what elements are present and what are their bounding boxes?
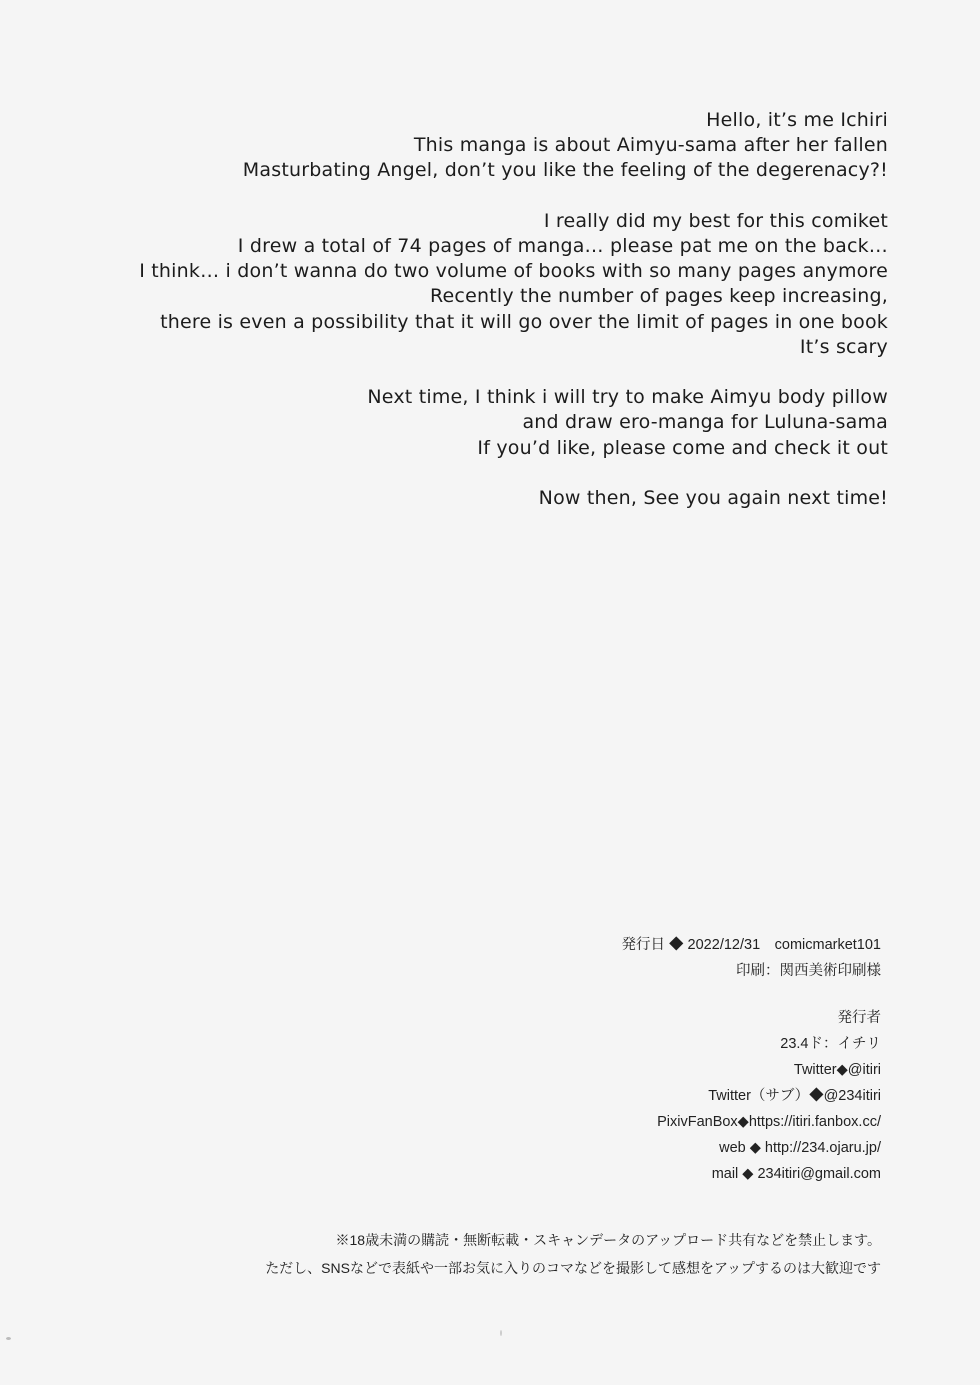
afterword-line: Now then, See you again next time! bbox=[538, 487, 888, 509]
afterword-line: and draw ero-manga for Luluna-sama bbox=[522, 411, 888, 434]
twitter-sub-handle: Twitter（サブ）◆@234itiri bbox=[708, 1088, 881, 1104]
notice-line: ※18歳未満の購読・無断転載・スキャンデータのアップロード共有などを禁止します。 bbox=[335, 1232, 881, 1248]
afterword-line: This manga is about Aimyu-sama after her fallen bbox=[413, 134, 888, 157]
afterword-line: If you’d like, please come and check it out bbox=[477, 436, 888, 459]
publisher-label: 発行者 bbox=[837, 1010, 881, 1026]
circle-name: 23.4ド：イチリ bbox=[780, 1036, 881, 1052]
mail-address: mail ◆ 234itiri@gmail.com bbox=[711, 1166, 881, 1182]
release-date: 発行日 ◆ 2022/12/31 comicmarket101 bbox=[621, 937, 881, 953]
colophon bbox=[381, 932, 881, 1187]
afterword-line: I drew a total of 74 pages of manga… please pat me on the back… bbox=[237, 235, 888, 257]
paragraph-gap bbox=[48, 184, 888, 209]
afterword-line: I really did my best for this comiket bbox=[543, 209, 888, 232]
twitter-handle: Twitter◆@itiri bbox=[793, 1062, 881, 1078]
paragraph-gap bbox=[48, 461, 888, 486]
afterword-line: I think… i don’t wanna do two volume of books with so many pages anymore bbox=[139, 260, 888, 283]
paragraph-gap bbox=[48, 360, 888, 385]
copyright-notice bbox=[121, 1226, 881, 1282]
notice-line: ただし、SNSなどで表紙や一部お気に入りのコマなどを撮影して感想をアップするのは大歓迎です bbox=[265, 1260, 881, 1276]
afterword-line: Recently the number of pages keep increasing, bbox=[429, 285, 888, 308]
afterword-line: there is even a possibility that it will go over the limit of pages in one book bbox=[160, 310, 888, 333]
afterword-line: Masturbating Angel, don’t you like the feeling of the degerenacy?! bbox=[242, 159, 888, 182]
paper-speck bbox=[6, 1337, 11, 1340]
paper-speck bbox=[500, 1330, 502, 1336]
afterword-text bbox=[48, 108, 888, 511]
printer-credit: 印刷：関西美術印刷様 bbox=[736, 963, 881, 979]
colophon-spacer bbox=[381, 984, 881, 1005]
afterword-line: Hello, it’s me Ichiri bbox=[706, 109, 888, 131]
afterword-line: It’s scary bbox=[799, 335, 888, 358]
afterword-line: Next time, I think i will try to make Aimyu body pillow bbox=[367, 386, 888, 409]
web-link: web ◆ http://234.ojaru.jp/ bbox=[719, 1140, 881, 1156]
fanbox-link: PixivFanBox◆https://itiri.fanbox.cc/ bbox=[657, 1114, 881, 1130]
